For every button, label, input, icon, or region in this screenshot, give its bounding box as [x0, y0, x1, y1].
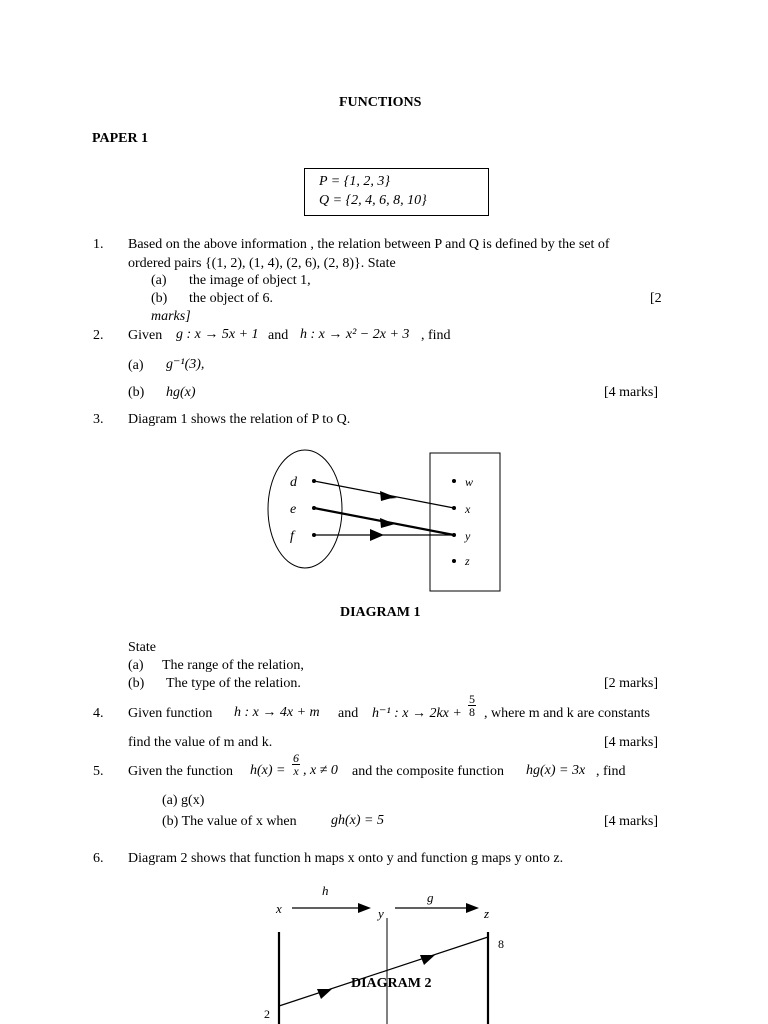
q5-fraction [292, 752, 300, 777]
d2-value-right: 8 [498, 937, 504, 951]
q1-line2: ordered pairs {(1, 2), (1, 4), (2, 6), (2, 8)}. State [128, 256, 396, 271]
q3-state: State [128, 640, 156, 655]
q4-hinv-def: h⁻¹ : x → 2kx + [372, 706, 462, 721]
q6-number: 6. [93, 851, 104, 866]
diagram-1-caption: DIAGRAM 1 [340, 605, 421, 620]
q2-marks: [4 marks] [604, 385, 659, 400]
d2-value-left: 2 [264, 1007, 270, 1021]
q1-marks-cont: marks] [151, 309, 191, 324]
q5-find: , find [596, 764, 626, 779]
set-p: P = {1, 2, 3} [319, 174, 390, 189]
q5a-text: (a) g(x) [162, 793, 205, 808]
q5-frac-num: 6 [293, 751, 299, 765]
q5-h-def-pre: h(x) = [250, 763, 286, 778]
domain-ellipse [268, 450, 342, 568]
d2-diagonal [279, 937, 488, 1006]
q1a-text: the image of object 1, [189, 273, 311, 288]
q1-marks: [2 [650, 291, 662, 306]
label-y: y [465, 529, 471, 543]
q5-h-def-post: , x ≠ 0 [303, 763, 338, 778]
diagram-2 [255, 878, 525, 1024]
q5-number: 5. [93, 764, 104, 779]
q5b-text: (b) The value of x when [162, 814, 297, 829]
q4-number: 4. [93, 706, 104, 721]
diagram-1 [260, 448, 510, 598]
q2-g-def: g : x → 5x + 1 [176, 327, 259, 342]
q4-given: Given function [128, 706, 213, 721]
diagram-2-caption: DIAGRAM 2 [351, 976, 432, 991]
label-z: z [465, 554, 470, 568]
q4-frac-num: 5 [469, 692, 475, 706]
label-x: x [465, 502, 471, 516]
q3-number: 3. [93, 412, 104, 427]
codomain-box [430, 453, 500, 591]
q2-and: and [268, 328, 289, 343]
label-f: f [290, 529, 294, 544]
q3-marks: [2 marks] [604, 676, 659, 691]
q2a-label: (a) [128, 358, 144, 373]
q4-fraction [468, 693, 476, 718]
point-w [452, 479, 456, 483]
q4-h-def: h : x → 4x + m [234, 705, 320, 720]
q1b-text: the object of 6. [189, 291, 273, 306]
q4-marks: [4 marks] [604, 735, 659, 750]
d2-label-g: g [427, 890, 434, 905]
q1a-label: (a) [151, 273, 167, 288]
q3a-text: The range of the relation, [162, 658, 304, 673]
d2-label-y: y [378, 906, 384, 921]
label-w: w [465, 475, 474, 489]
d2-label-h: h [322, 883, 329, 898]
q4-and: and [338, 706, 359, 721]
label-e: e [290, 502, 297, 517]
q5-marks: [4 marks] [604, 814, 659, 829]
q4-line2: find the value of m and k. [128, 735, 273, 750]
q2b-label: (b) [128, 385, 145, 400]
q2-h-def: h : x → x² − 2x + 3 [300, 327, 410, 342]
label-d: d [290, 475, 297, 490]
q2a-text: g⁻¹(3), [166, 357, 205, 372]
paper-heading: PAPER 1 [92, 131, 149, 146]
q3-text: Diagram 1 shows the relation of P to Q. [128, 412, 351, 427]
page-title: FUNCTIONS [339, 95, 422, 110]
q2-find: , find [421, 328, 451, 343]
q5b-cond: gh(x) = 5 [331, 813, 384, 828]
q3a-label: (a) [128, 658, 144, 673]
q5-hg-def: hg(x) = 3x [526, 763, 586, 778]
q5-mid: and the composite function [352, 764, 505, 779]
point-z [452, 559, 456, 563]
set-q: Q = {2, 4, 6, 8, 10} [319, 193, 427, 208]
q5-given: Given the function [128, 764, 233, 779]
q1b-label: (b) [151, 291, 168, 306]
q1-number: 1. [93, 237, 104, 252]
d2-label-z: z [484, 906, 490, 921]
q3b-text: The type of the relation. [166, 676, 301, 691]
q4-tail: , where m and k are constants [484, 706, 650, 721]
d2-label-x: x [276, 901, 282, 916]
q3b-label: (b) [128, 676, 145, 691]
q2b-text: hg(x) [166, 385, 196, 400]
q5-frac-den: x [293, 764, 299, 778]
q4-frac-den: 8 [469, 705, 475, 719]
q1-line1: Based on the above information , the relation between P and Q is defined by the set of [128, 237, 610, 252]
q2-number: 2. [93, 328, 104, 343]
q2-given: Given [128, 328, 163, 343]
q6-text: Diagram 2 shows that function h maps x onto y and function g maps y onto z. [128, 851, 564, 866]
